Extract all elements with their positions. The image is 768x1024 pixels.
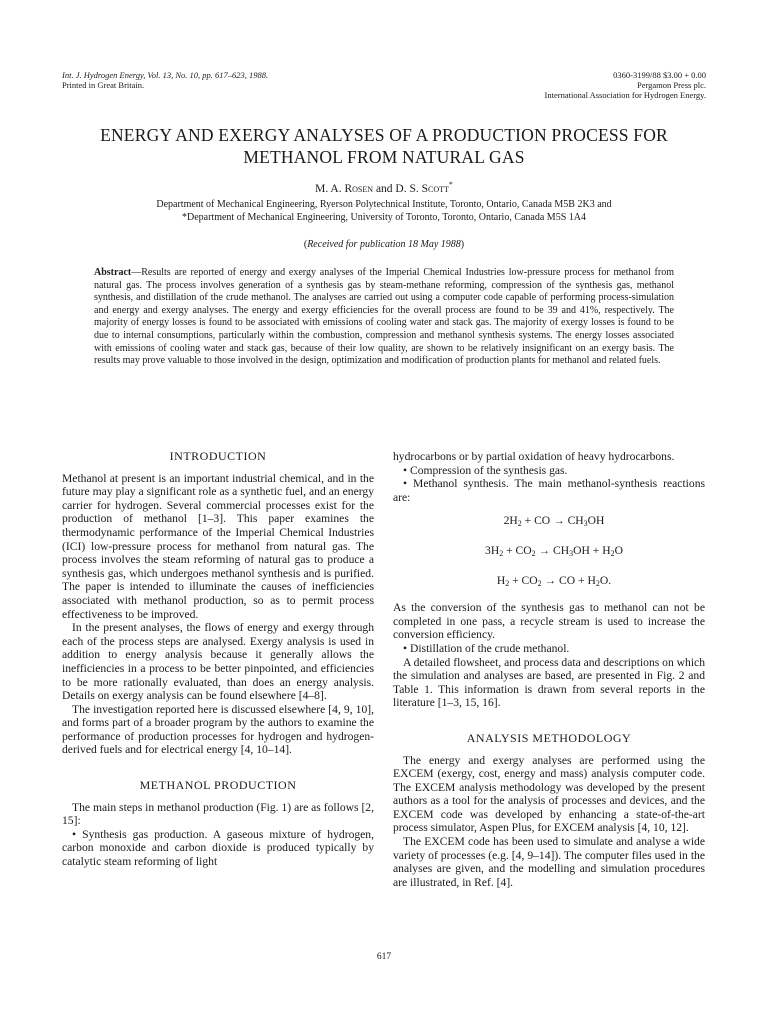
page-number: 617 [376, 952, 392, 962]
equation-3: $H_2 + CO_2$ → CO + $H_2O$. [496, 573, 612, 588]
left-column [62, 450, 374, 869]
title-line-1: ENERGY AND EXERGY ANALYSES OF A PRODUCTION PROCESS FOR [100, 125, 668, 145]
methodology-paragraph-2: The EXCEM code has been used to simulate and analyse a wide variety of processes (e.g. [4, 9–14]). The computer files used in the analyses are given, and the modelling and simulation procedures are illustrated, in Ref. [4]. [393, 835, 705, 889]
received-open-paren: ( [303, 239, 308, 250]
equation-1: $2H_2$ + CO → $CH_3OH$ [503, 514, 605, 529]
abstract-label: Abstract [94, 267, 132, 278]
association-line: International Association for Hydrogen Energy. [544, 90, 706, 100]
printed-line: Printed in Great Britain. [62, 80, 145, 90]
flowsheet-paragraph: A detailed flowsheet, and process data and descriptions on which the simulation and analyses are based, are presented in Fig. 2 and Table 1. This information is drawn from several reports in the literature [1–3, 15, 16]. [393, 655, 705, 710]
affiliations [60, 199, 708, 224]
journal-citation [62, 70, 268, 90]
bullet-methanol-synthesis: • Methanol synthesis. The main methanol-synthesis reactions are: [393, 477, 705, 504]
intro-paragraph-1: Methanol at present is an important industrial chemical, and in the future may play a significant role as a synthetic fuel, and an energy carrier for hydrogen. Several commercial processes exist for the production of methanol [1–3]. This paper examines the thermodynamic performance of the Imperial Chemical Industries (ICI) low-pressure process for methanol from natural gas. The process involves the steam reforming of natural gas to produce a synthesis gas, which undergoes methanol synthesis and is purified. The paper is intended to illuminate the causes of inefficiencies associated with methanol production, so as to permit process effectiveness to be improved. [62, 471, 374, 621]
methanol-paragraph-1: The main steps in methanol production (Fig. 1) are as follows [2, 15]: [62, 800, 374, 828]
bullet-synthesis-gas: • Synthesis gas production. A gaseous mixture of hydrogen, carbon monoxide and carbon dioxide is produced typically by catalytic steam reforming of light [62, 827, 374, 869]
title-line-2: METHANOL FROM NATURAL GAS [243, 147, 525, 167]
paper-title [40, 124, 728, 168]
author-line [40, 180, 728, 195]
received-close-paren: ) [460, 239, 465, 250]
received-label: Received for publication [307, 239, 406, 250]
received-date [40, 239, 728, 250]
affiliation-2: *Department of Mechanical Engineering, University of Toronto, Toronto, Ontario, Canada M5S 1A4 [182, 211, 586, 223]
received-date-value: 18 May 1988 [408, 239, 461, 250]
publisher-line: Pergamon Press plc. [636, 80, 706, 90]
bullet-compression: • Compression of the synthesis gas. [403, 463, 568, 477]
publisher-info [545, 70, 706, 100]
equation-2: $3H_2 + CO_2 \to CH_3OH + H_2O$ [485, 543, 623, 558]
affiliation-1: Department of Mechanical Engineering, Ryerson Polytechnical Institute, Toronto, Ontario, Canada M5B 2K3 and [156, 199, 612, 210]
intro-paragraph-2: In the present analyses, the flows of energy and exergy through each of the process steps are analysed. Exergy analysis is used in addition to energy analysis because it generally allows the inefficiencies in a process to be better pinpointed, and efficiencies to be more rationally evaluated, than does an energy analysis. Details on exergy analysis can be found elsewhere [4–8]. [62, 621, 374, 703]
methodology-paragraph-1: The energy and exergy analyses are performed using the EXCEM (exergy, cost, energy and mass) analysis computer code. The EXCEM analysis methodology was developed by the present authors as a tool for the analysis of processes and devices, and the EXCEM code was developed by enhancing a state-of-the-art process simulator, Aspen Plus, for EXCEM analysis [4, 10, 12]. [393, 753, 705, 835]
journal-line: Int. J. Hydrogen Energy, Vol. 13, No. 10, pp. 617–623, 1988. [62, 70, 269, 80]
intro-paragraph-3: The investigation reported here is discussed elsewhere [4, 9, 10], and forms part of a broader program by the authors to examine the performance of production processes for hydrogen and hydrogen-derived fuels and for electrical energy [4, 10–14]. [62, 702, 374, 757]
continued-paragraph: hydrocarbons or by partial oxidation of heavy hydrocarbons. [393, 450, 675, 463]
abstract [94, 267, 674, 368]
abstract-text: —Results are reported of energy and exergy analyses of the Imperial Chemical Industries low-pressure process for methanol from natural gas. The process involves generation of a synthesis gas by steam-methane reforming, compression of the synthesis gas, methanol synthesis, and distillation of the crude methanol. The analyses are carried out using a computer code capable of performing process-simulation and energy and exergy analyses. The energy and exergy efficiencies for the overall process are found to be 39 and 41%, respectively. The majority of energy losses is found to be associated with emissions of cooling water and stack gas. The majority of exergy losses is found to be due to internal consumptions, particularly within the combustion, compression and methanol synthesis systems. The energy losses associated with emissions of cooling water and stack gas, because of their low quality, are shown to be relatively insignificant on an exergy basis. The results may prove valuable to those involved in the design, optimization and modification of production plants for methanol and related fuels. [94, 267, 674, 367]
methanol-production-heading: METHANOL PRODUCTION [139, 778, 297, 793]
analysis-methodology-heading: ANALYSIS METHODOLOGY [466, 730, 632, 745]
author-and: and [375, 182, 393, 195]
right-column [393, 450, 705, 889]
price-line: 0360-3199/88 $3.00 + 0.00 [613, 70, 706, 80]
recycle-paragraph: As the conversion of the synthesis gas to methanol can not be completed in one pass, a recycle stream is used to increase the conversion efficiency. [393, 601, 705, 642]
author-2: D. S. Scott [395, 182, 449, 195]
introduction-heading: INTRODUCTION [169, 449, 267, 463]
author-mark: * [448, 180, 453, 189]
bullet-distillation: • Distillation of the crude methanol. [403, 641, 570, 655]
author-1: M. A. Rosen [315, 182, 374, 195]
